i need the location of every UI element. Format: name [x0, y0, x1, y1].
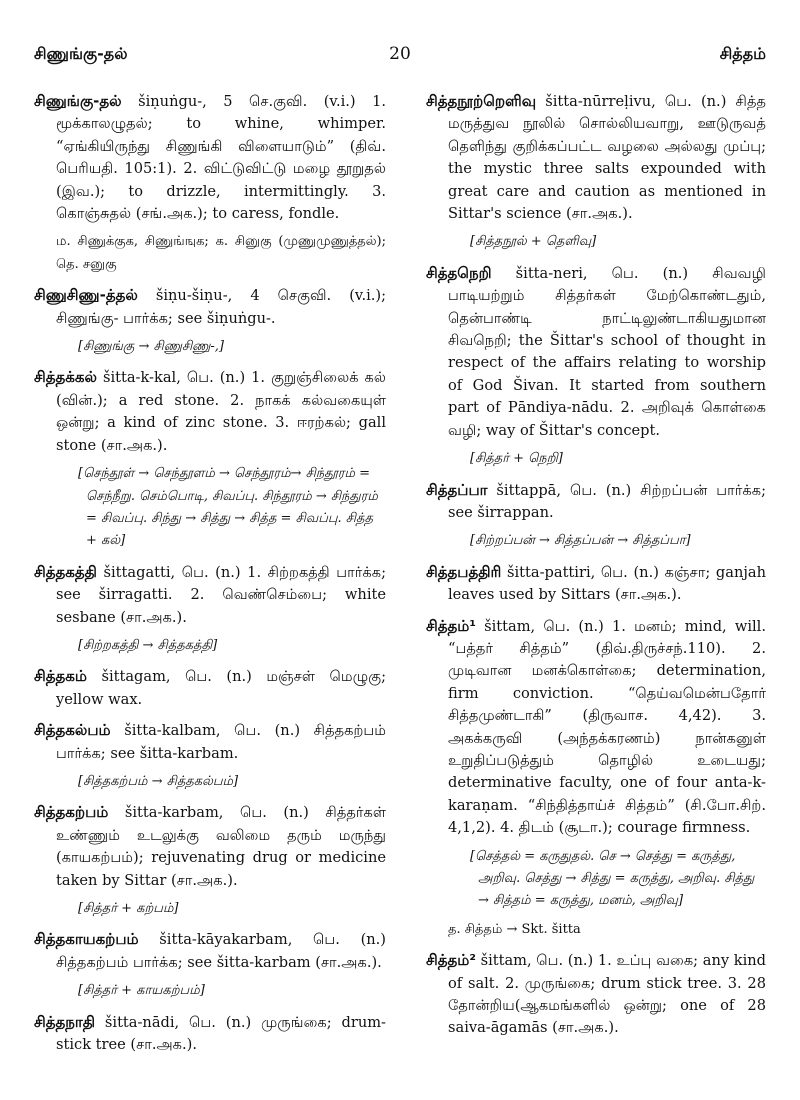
entry — [34, 1011, 386, 1057]
headword: சித்தநெறி — [426, 263, 492, 282]
definition: šitta-karbam, பெ. (n.) சித்தர்கள் உண்ணும் உடலுக்கு வலிமை தரும் மருந்து (காயகற்பம்); rejuvenating drug or medicine taken by Sittar (சா.அக.). — [56, 804, 386, 889]
cognates: த. சித்தம் → Skt. šitta — [448, 921, 581, 937]
headword: சிணுசிணு-த்தல் — [34, 286, 138, 305]
etymology: [சிற்றப்பன் → சித்தப்பன் → சித்தப்பா] — [470, 533, 691, 549]
etymology: [சித்தர் + கற்பம்] — [78, 901, 179, 916]
etymology: [சித்தர் + காயகற்பம்] — [78, 983, 205, 999]
entry — [34, 928, 386, 974]
headword: சிணுங்கு-தல் — [34, 92, 122, 110]
etymology: [சிணுங்கு → சிணுசிணு-,] — [78, 339, 224, 355]
page-number: 20 — [389, 44, 411, 64]
header-right-headword: சித்தம் — [719, 44, 766, 63]
etymology: [சித்தர் + நெறி] — [470, 451, 563, 467]
definition: šittam, பெ. (n.) 1. உப்பு வகை; any kind of salt. 2. முருங்கை; drum stick tree. 3. 28 தோன்றிய(ஆகமங்களில் ஒன்று; one of 28 saiva-āgamās (சா.அக.). — [448, 952, 766, 1037]
entry — [34, 561, 386, 629]
etymology: [சித்தகற்பம் → சித்தகல்பம்] — [78, 773, 239, 789]
header-left-headword: சிணுங்கு-தல் — [34, 44, 128, 63]
entry — [426, 262, 766, 442]
entry — [34, 801, 386, 892]
entry — [34, 284, 386, 330]
headword: சித்தகாயகற்பம் — [34, 930, 139, 949]
headword: சித்தம்² — [426, 951, 476, 970]
etymology: [சித்தநூல் + தெளிவு] — [470, 234, 597, 250]
headword: சித்தம்¹ — [426, 616, 476, 635]
entry — [34, 665, 386, 711]
definition: šitta-k-kal, பெ. (n.) 1. குறுஞ்சிலைக் கல் (வின்.); a red stone. 2. நாகக் கல்வகையுள் ஒன்று; a kind of zinc stone. 3. ஈரற்கல்; gall stone (சா.அக.). — [56, 369, 386, 454]
definition: šitta-kāyakarbam, பெ. (n.) சித்தகற்பம் பார்க்க; see šitta-karbam (சா.அக.). — [56, 931, 386, 971]
entry — [426, 90, 766, 225]
definition: šittagatti, பெ. (n.) 1. சிற்றகத்தி பார்க்க; see širragatti. 2. வெண்செம்பை; white sesbane (சா.அக.). — [56, 563, 386, 626]
entry — [426, 615, 766, 840]
headword: சித்தபத்திரி — [426, 562, 502, 581]
definition: šiṇu-šiṇu-, 4 செகுவி. (v.i.); சிணுங்கு- பார்க்க; see šiṇuṅgu-. — [56, 287, 386, 327]
cognates: ம. சிணுக்குக, சிணுங்ஙுக; க. சினுகு (முணுமுணுத்தல்); தெ. சனுகு — [56, 234, 386, 272]
left-column — [34, 90, 386, 1064]
page-header — [34, 44, 766, 72]
headword: சித்தகல்பம் — [34, 721, 111, 740]
headword: சித்தநூற்றெளிவு — [426, 92, 537, 110]
definition: šittappā, பெ. (n.) சிற்றப்பன் பார்க்க; see širrappan. — [448, 481, 766, 521]
entry — [426, 949, 766, 1040]
definition: šittam, பெ. (n.) 1. மனம்; mind, will. “பத்தர் சித்தம்” (திவ்.திருச்சந்.110). 2. முடிவான மனக்கொள்கை; determination, firm conviction. “தெய்வமென்பதோர் சித்தமுண்டாகி” (திருவாச. 4,42). 3. அகக்கருவி (அந்தக்கரணம்) நான்கனுள் உறுதிப்படுத்தும் தொழில் உடையது; determinative faculty, one of four anta-k-karaṇam. “சிந்தித்தாய்ச் சித்தம்” (சி.போ.சிற். 4,1,2). 4. திடம் (சூடா.); courage firmness. — [448, 617, 766, 837]
headword: சித்தநாதி — [34, 1012, 96, 1031]
etymology: [செத்தல் = கருதுதல். செ → செத்து = கருத்து, அறிவு. செத்து → சித்து = கருத்து, அறிவு. சித்து → சித்தம் = கருத்து, மனம், அறிவு] — [470, 848, 755, 909]
entry — [34, 90, 386, 225]
definition: šitta-neri, பெ. (n.) சிவவழி பாடியற்றும் சித்தர்கள் மேற்கொண்டதும், தென்பாண்டி நாட்டிலுண்டாகியதுமான சிவநெறி; the Šittar's school of thought in respect of the affairs relating to worship of God Šivan. It started from southern part of Pāndiya-nādu. 2. அறிவுக் கொள்கை வழி; way of Šittar's concept. — [448, 264, 766, 439]
etymology: [செந்தூள் → செந்தூளம் → செந்தூரம்→ சிந்தூரம் = செந்நீறு. செம்பொடி, சிவப்பு. சிந்தூரம் → சிந்துரம் = சிவப்பு. சிந்து → சித்து → சித்த = சிவப்பு. சித்த + கல்] — [78, 466, 378, 549]
definition: šitta-kalbam, பெ. (n.) சித்தகற்பம் பார்க்க; see šitta-karbam. — [56, 722, 386, 762]
definition: šitta-pattiri, பெ. (n.) கஞ்சா; ganjah leaves used by Sittars (சா.அக.). — [448, 563, 766, 604]
right-column — [426, 90, 766, 1048]
headword: சித்தப்பா — [426, 480, 488, 499]
definition: šiṇuṅgu-, 5 செ.குவி. (v.i.) 1. மூக்காலழுதல்; to whine, whimper. “ஏங்கியிருந்து சிணுங்கி விளையாடும்” (திவ். பெரியதி. 105:1). 2. விட்டுவிட்டு மழை தூறுதல் (இவ.); to drizzle, intermittingly. 3. கொஞ்சுதல் (சங்.அக.); to caress, fondle. — [56, 93, 386, 223]
entry — [34, 366, 386, 457]
definition: šittagam, பெ. (n.) மஞ்சள் மெழுகு; yellow wax. — [56, 668, 386, 708]
entry — [34, 719, 386, 765]
entry — [426, 561, 766, 607]
definition: šitta-nūrreḷivu, பெ. (n.) சித்த மருத்துவ நூலில் சொல்லியவாறு, ஊடுருவத் தெளிந்து குறிக்கப்பட்ட வழலை அல்லது முப்பு; the mystic three salts expounded with great care and caution as mentioned in Sittar's science (சா.அக.). — [448, 93, 766, 223]
headword: சித்தக்கல் — [34, 368, 97, 387]
headword: சித்தகற்பம் — [34, 803, 109, 822]
headword: சித்தகம் — [34, 667, 87, 686]
headword: சித்தகத்தி — [34, 562, 97, 581]
entry — [426, 479, 766, 525]
definition: šitta-nādi, பெ. (n.) முருங்கை; drum-stick tree (சா.அக.). — [56, 1013, 386, 1054]
etymology: [சிற்றகத்தி → சித்தகத்தி] — [78, 637, 218, 653]
